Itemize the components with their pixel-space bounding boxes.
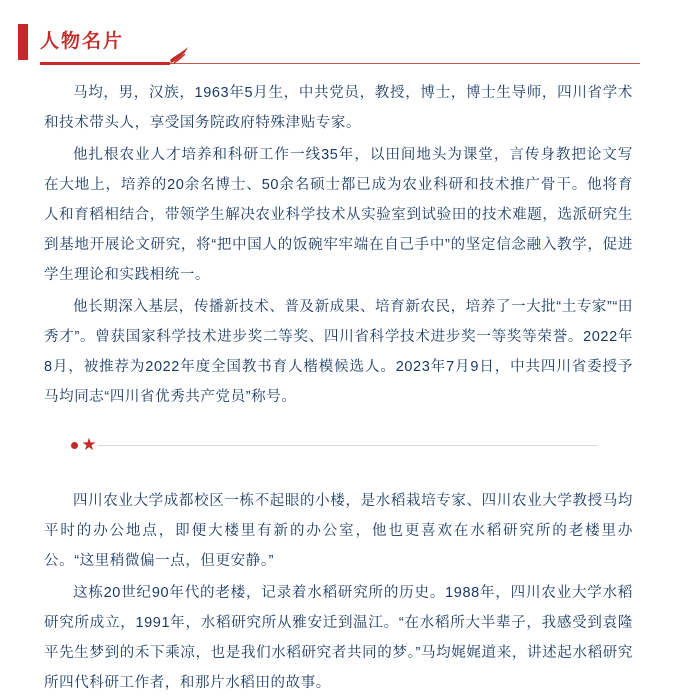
header-thick-underline (40, 62, 170, 65)
header-accent-bar (18, 24, 28, 60)
section-divider (44, 424, 633, 468)
page-title: 人物名片 (40, 31, 125, 52)
story-paragraph-2: 这栋20世纪90年代的老楼，记录着水稻研究所的历史。1988年，四川农业大学水稻研究所成立，1991年，水稻研究所从雅安迁到温江。“在水稻所大半辈子，我感受到袁隆平先生梦到的禾下乘凉，也是我们水稻研究者共同的梦。”马均娓娓道来，讲述起水稻研究所四代科研工作者，和那片水稻田的故事。 (44, 585, 633, 691)
red-dot-icon (71, 442, 78, 449)
profile-paragraph-2: 他扎根农业人才培养和科研工作一线35年，以田间地头为课堂，言传身教把论文写在大地上，培养的20余名博士、50余名硕士都已成为农业科研和技术推广骨干。他将育人和育稻相结合，带领学生解决农业科学技术从实验室到试验田的技术难题，选派研究生到基地开展论文研究，将“把中国人的饭碗牢牢端在自己手中”的坚定信念融入教学，促进学生理论和实践相统一。 (44, 147, 633, 283)
red-star-icon: ★ (81, 435, 97, 454)
profile-paragraph-3: 他长期深入基层，传播新技术、普及新成果、培育新农民，培养了一大批“土专家”“田秀才”。曾获国家科学技术进步奖二等奖、四川省科学技术进步奖一等奖等荣誉。2022年8月，被推荐为2022年度全国教书育人楷模候选人。2023年7月9日，中共四川省委授予马均同志“四川省优秀共产党员”称号。 (44, 299, 633, 405)
divider-line (88, 445, 597, 446)
page-header (0, 0, 677, 78)
red-ribbon-flourish-icon (168, 44, 192, 66)
section-spacer (44, 474, 633, 486)
profile-paragraph-1: 马均，男，汉族，1963年5月生，中共党员，教授，博士，博士生导师，四川省学术和技术带头人，享受国务院政府特殊津贴专家。 (44, 85, 633, 131)
story-paragraph-1: 四川农业大学成都校区一栋不起眼的小楼，是水稻栽培专家、四川农业大学教授马均平时的办公地点，即便大楼里有新的办公室，他也更喜欢在水稻研究所的老楼里办公。“这里稍微偏一点，但更安静。” (44, 493, 633, 569)
document-body (0, 78, 677, 698)
